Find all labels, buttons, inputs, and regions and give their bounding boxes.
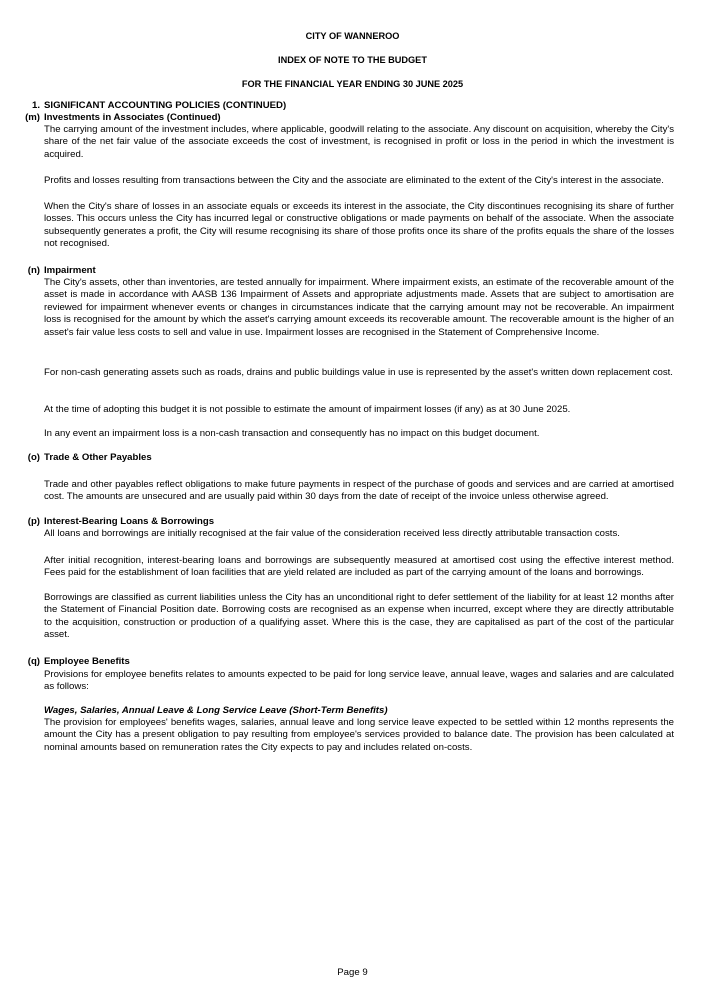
note-p-label: (p) (27, 516, 40, 527)
note-o-title: Trade & Other Payables (44, 452, 152, 463)
note-p-title: Interest-Bearing Loans & Borrowings (44, 516, 215, 527)
note-p-paragraph-2: After initial recognition, interest-bearing loans and borrowings are subsequently measured at amortised cost using the effective interest method. Fees paid for the establishment of loan facilities that are yield related are included as part of the carrying amount of the loans and borrowings. (44, 555, 674, 579)
note-n-paragraph-3: At the time of adopting this budget it is not possible to estimate the amount of impairment losses (if any) as at 30 June 2025. (44, 404, 571, 415)
header-title: INDEX OF NOTE TO THE BUDGET (278, 55, 427, 65)
note-q-subheading: Wages, Salaries, Annual Leave & Long Service Leave (Short-Term Benefits) (44, 705, 388, 716)
note-n-title: Impairment (44, 265, 96, 276)
header-org: CITY OF WANNEROO (305, 31, 400, 41)
note-o-paragraph-1: Trade and other payables reflect obligations to make future payments in respect of the purchase of goods and services and are carried at amortised cost. The amounts are unsecured and are usually paid within 30 days from the date of receipt of the invoice unless otherwise agreed. (44, 479, 674, 503)
note-q-paragraph-1: Provisions for employee benefits relates to amounts expected to be paid for long service leave, annual leave, wages and salaries and are calculated as follows: (44, 669, 674, 693)
note-n-paragraph-1: The City's assets, other than inventories, are tested annually for impairment. Where impairment exists, an estimate of the recoverable amount of the asset is made in accordance with AASB 136 Impairment of Assets and appropriate adjustments made. Assets that are subject to amortisation are reviewed for impairment whenever events or changes in circumstances indicate that the carrying amount may not be recoverable. An impairment loss is recognised for the amount by which the asset's carrying amount exceeds its recoverable amount. The recoverable amount is the higher of an asset's fair value less costs to sell and value in use. Impairment losses are recognised in the Statement of Comprehensive Income. (44, 277, 674, 338)
note-q-paragraph-2: The provision for employees' benefits wages, salaries, annual leave and long service leave expected to be settled within 12 months represents the amount the City has a present obligation to pay resulting from employee's services provided to balance date. The provision has been calculated at nominal amounts based on remuneration rates the City expects to pay and includes related on-costs. (44, 717, 674, 753)
note-m-title: Investments in Associates (Continued) (44, 112, 221, 123)
note-q-title: Employee Benefits (44, 656, 130, 667)
note-n-label: (n) (27, 265, 40, 276)
note-o-label: (o) (27, 452, 40, 463)
note-n-paragraph-4: In any event an impairment loss is a non-cash transaction and consequently has no impact on this budget document. (44, 428, 540, 439)
section-number: 1. (31, 100, 40, 111)
page-number: Page 9 (337, 967, 368, 978)
note-p-paragraph-1: All loans and borrowings are initially recognised at the fair value of the consideration received less directly attributable transaction costs. (44, 528, 620, 539)
note-m-paragraph-1: The carrying amount of the investment includes, where applicable, goodwill relating to the associate. Any discount on acquisition, whereby the City's share of the net fair value of the associate exceeds the cost of investment, is recognised in profit or loss in the period in which the investment is acquired. (44, 124, 674, 160)
section-title: SIGNIFICANT ACCOUNTING POLICIES (CONTINUED) (44, 100, 287, 111)
note-m-label: (m) (25, 112, 40, 123)
header-period: FOR THE FINANCIAL YEAR ENDING 30 JUNE 2025 (241, 79, 464, 89)
note-n-paragraph-2: For non-cash generating assets such as roads, drains and public buildings value in use is represented by the asset's written down replacement cost. (44, 367, 673, 378)
note-q-label: (q) (27, 656, 40, 667)
note-m-paragraph-3: When the City's share of losses in an associate equals or exceeds its interest in the associate, the City discontinues recognising its share of further losses. This occurs unless the City has incurred legal or constructive obligations or made payments on behalf of the associate. When the associate subsequently generates a profit, the City will resume recognising its share of those profits once its share of the profits equals the share of the losses not recognised. (44, 201, 674, 250)
note-m-paragraph-2: Profits and losses resulting from transactions between the City and the associate are eliminated to the extent of the City's interest in the associate. (44, 175, 664, 186)
note-p-paragraph-3: Borrowings are classified as current liabilities unless the City has an unconditional right to defer settlement of the liability for at least 12 months after the Statement of Financial Position date. Borrowing costs are recognised as an expense when incurred, except where they are directly attributable to the acquisition, construction or production of a qualifying asset. Where this is the case, they are capitalised as part of the cost of the particular asset. (44, 592, 674, 641)
